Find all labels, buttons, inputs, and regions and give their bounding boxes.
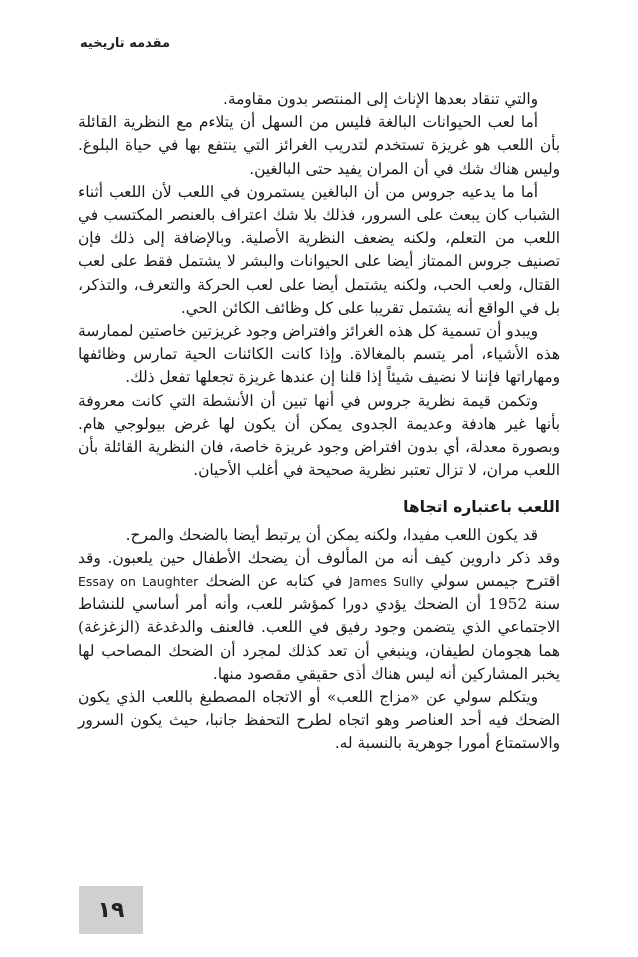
paragraph: والتي تنقاد بعدها الإناث إلى المنتصر بدون مقاومة.	[223, 90, 538, 108]
paragraph: ويبدو أن تسمية كل هذه الغرائز وافتراض وجود غريزتين خاصتين لممارسة هذه الأشياء، أمر يتسم بالمغالاة. وإذا كانت الكائنات الحية تمارس وظائفها ومهاراتها فإننا لا نضيف شيئاً إذا قلنا إن عندها غريزة تجعلها تفعل ذلك.	[78, 322, 560, 387]
author-name-latin: James Sully	[349, 574, 424, 590]
paragraph: وتكمن قيمة نظرية جروس في أنها تبين أن الأنشطة التي كانت معروفة بأنها غير هادفة وعديمة الجدوى يمكن أن يكون لها غرض بيولوجي هام. وبصورة معدلة، أي بدون افتراض وجود غريزة خاصة، فان النظرية القائلة بأن اللعب مران، لا تزال تعتبر نظرية صحيحة في أغلب الأحيان.	[78, 391, 560, 480]
book-title-latin: Essay on Laughter	[78, 574, 199, 590]
paragraph: ويتكلم سولي عن «مزاج اللعب» أو الاتجاه المصطبغ باللعب الذي يكون الضحك فيه أحد العناصر وهو اتجاه لطرح التحفظ جانبا، حيث يكون السرور والاستمتاع أمورا جوهرية بالنسبة له.	[78, 688, 560, 753]
text-run: سنة 1952 أن الضحك يؤدي دورا كمؤشر للعب، وأنه أمر أساسي للنشاط الاجتماعي الذي يتضمن وجود رفيق في اللعب. فالعنف والدغدغة (الزغزغة) هما هجومان لطيفان، وينبغي أن تعد كذلك لمجرد أن الضحك المصاحب لها يخبر المشاركين أنه ليس هناك أذى حقيقي مقصود منها.	[78, 595, 561, 683]
paragraph: أما ما يدعيه جروس من أن البالغين يستمرون في اللعب لأن اللعب أثناء الشباب كان يبعث على السرور، فذلك بلا شك اعتراف بالعنصر المكتسب في اللعب من التعلم، ولكنه يضعف النظرية الأصلية. وبالإضافة إلى ذلك فإن تصنيف جروس الممتاز أيضا على الحيوانات والبشر لا يشتمل فقط على لعب القتال، ولعب الحب، ولكنه يشتمل أيضا على لعب الحركة والتعرف، والتذكر، بل في الواقع أنه يشتمل تقريبا على كل وظائف الكائن الحي.	[78, 182, 560, 317]
paragraph: أما لعب الحيوانات البالغة فليس من السهل أن يتلاءم مع النظرية القائلة بأن اللعب هو غريزة تستخدم لتدريب الغرائز التي ينتفع بها في حياة البلوغ. وليس هناك شك في أن المران يفيد حتى البالغين.	[78, 113, 560, 178]
running-header: مقدمه تاريخيه	[80, 36, 171, 51]
paragraph: قد يكون اللعب مفيدا، ولكنه يمكن أن يرتبط أيضا بالضحك والمرح.	[125, 525, 538, 544]
page-number: ١٩	[97, 897, 125, 923]
paragraph	[78, 547, 560, 686]
text-run: في كتابه عن الضحك	[198, 572, 350, 591]
page-body	[78, 88, 560, 756]
page-number-box	[79, 886, 143, 934]
section-heading: اللعب باعتباره اتجاها	[403, 498, 560, 517]
text-run: وقد ذكر داروين كيف أنه من المألوف أن يضحك الأطفال حين يلعبون. وقد اقترح جيمس سولي	[78, 548, 560, 591]
